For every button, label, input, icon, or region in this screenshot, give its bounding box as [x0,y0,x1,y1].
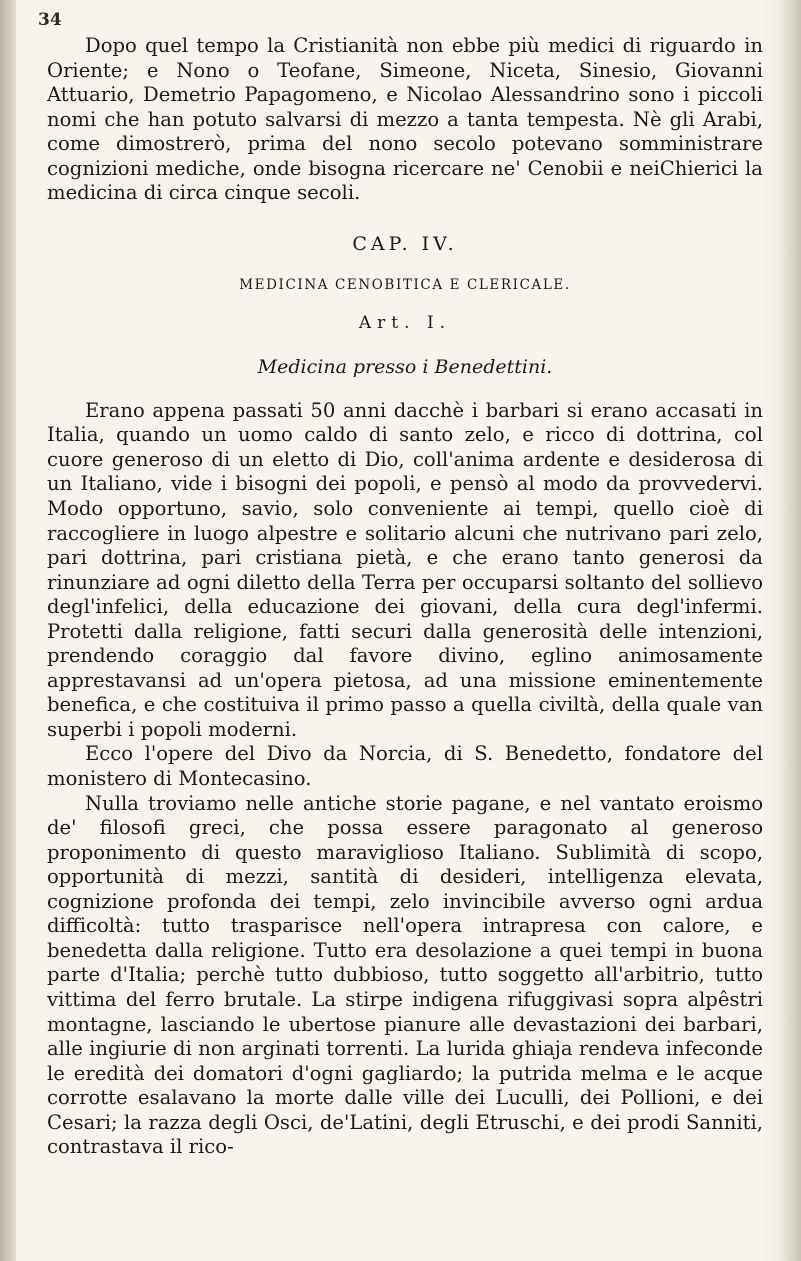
page-number: 34 [38,10,62,30]
page-edge [779,0,801,1261]
body-paragraph: Ecco l'opere del Divo da Norcia, di S. Benedetto, fondatore del monistero di Montecasino. [47,742,763,791]
article-heading: Art. I. [358,312,452,333]
article-body [47,399,763,1160]
text-block [47,34,763,1160]
intro-paragraph: Dopo quel tempo la Cristianità non ebbe più medici di riguardo in Oriente; e Nono o Teofane, Simeone, Niceta, Sinesio, Giovanni Attuario, Demetrio Papagomeno, e Nicolao Alessandrino sono i piccoli nomi che han potuto salvarsi di mezzo a tanta tempesta. Nè gli Arabi, come dimostrerò, prima del nono secolo potevano somministrare cognizioni mediche, onde bisogna ricercare ne' Cenobii e neiChierici la medicina di circa cinque secoli. [47,34,763,205]
article-title: Medicina presso i Benedettini. [257,355,553,378]
page-gutter [0,0,16,1261]
chapter-subtitle: MEDICINA CENOBITICA E CLERICALE. [239,276,571,293]
body-paragraph: Erano appena passati 50 anni dacchè i barbari si erano accasati in Italia, quando un uomo caldo di santo zelo, e ricco di dottrina, col cuore generoso di un eletto di Dio, coll'anima ardente e desiderosa di un Italiano, vide i bisogni dei popoli, e pensò al modo da provvedervi. Modo opportuno, savio, solo conveniente ai tempi, quello cioè di raccogliere in luogo alpestre e solitario alcuni che nutrivano pari zelo, pari dottrina, pari cristiana pietà, e che erano tanto generosi da rinunziare ad ogni diletto della Terra per occuparsi soltanto del sollievo degl'infelici, della educazione dei giovani, della cura degl'infermi. Protetti dalla religione, fatti securi dalla generosità delle intenzioni, prendendo coraggio dal favore divino, eglino animosamente apprestavansi ad un'opera pietosa, ad una missione eminentemente benefica, e che costituiva il primo passo a quella civiltà, della quale van superbi i popoli moderni. [47,398,763,741]
body-paragraph: Nulla troviamo nelle antiche storie pagane, e nel vantato eroismo de' filosofi greci, che possa essere paragonato al generoso proponimento di questo maraviglioso Italiano. Sublimità di scopo, opportunità di mezzi, santità di desideri, intelligenza elevata, cognizione profonda dei tempi, zelo invincibile avverso ogni ardua difficoltà: tutto trasparisce nell'opera intrapresa con calore, e benedetta dalla religione. Tutto era desolazione a quei tempi in buona parte d'Italia; perchè tutto dubbioso, tutto soggetto all'arbitrio, tutto vittima del ferro brutale. La stirpe indigena rifuggivasi sopra alpêstri montagne, lasciando le ubertose pianure alle devastazioni dei barbari, alle ingiurie di non arginati torrenti. La lurida ghiaja rendeva infeconde le eredità dei domatori d'ogni gagliardo; la putrida melma e le acque corrotte esalavano la morte dalle ville dei Luculli, dei Pollioni, e dei Cesari; la razza degli Osci, de'Latini, degli Etruschi, e dei prodi Sanniti, contrastava il rico- [47,791,763,1159]
chapter-heading: CAP. IV. [352,232,458,255]
